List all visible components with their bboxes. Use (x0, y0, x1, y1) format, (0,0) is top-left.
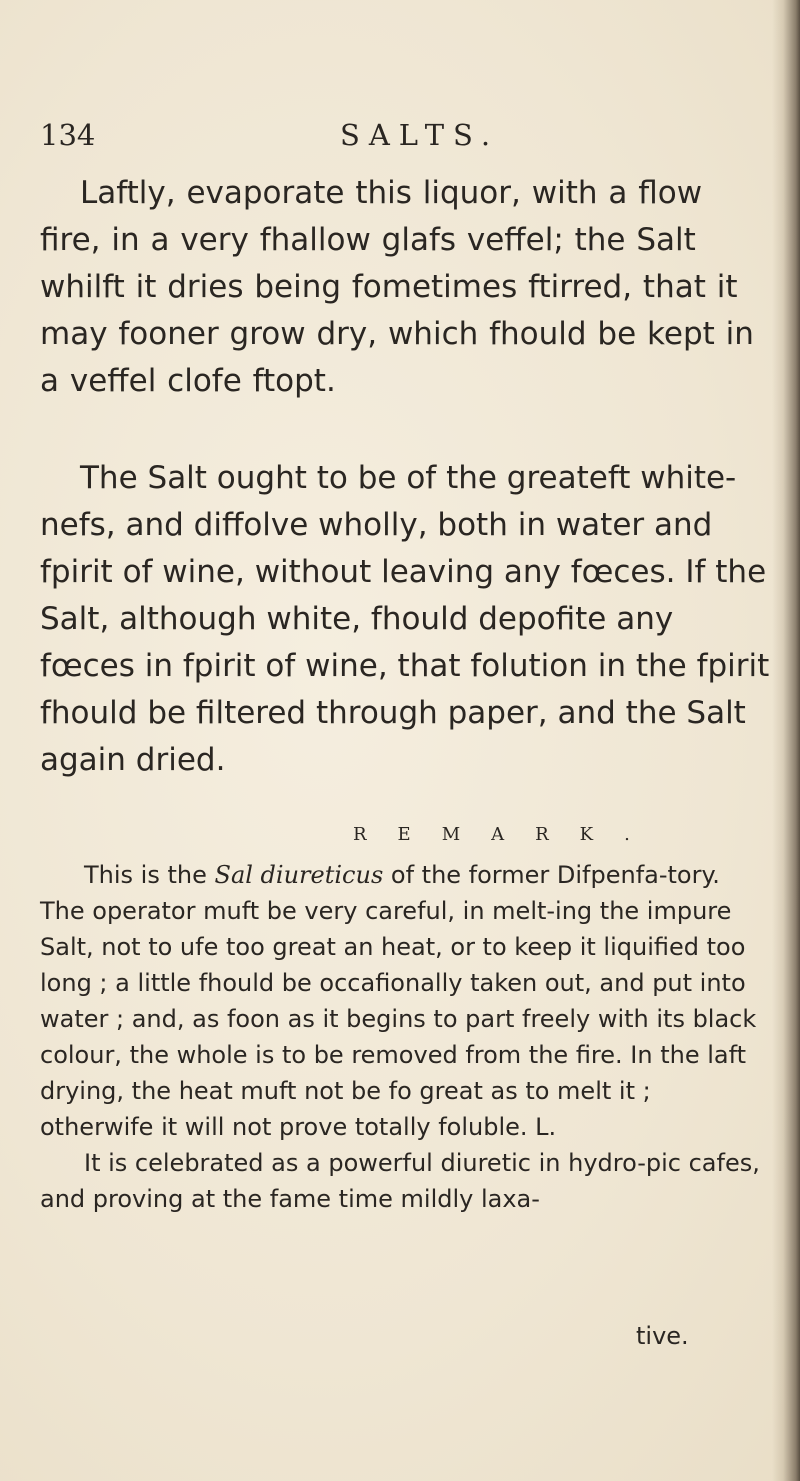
running-head: SALTS. (340, 118, 500, 152)
remark-italic-term: Sal diureticus (214, 861, 384, 889)
paragraph-evaporate: Laftly, evaporate this liquor, with a flow fire, in a very fhallow glafs veffel; the Salt whilft it dries being fometimes ftirred, that it may fooner grow dry, which fhould be kept in a veffel clofe ftopt. (40, 175, 754, 399)
remark-text-start: This is the (84, 861, 215, 889)
page-edge-shadow (772, 0, 800, 1481)
paragraph-salt-quality: The Salt ought to be of the greateft white-nefs, and diffolve wholly, both in water and fpirit of wine, without leaving any fœces. If the Salt, although white, fhould depofite any fœces in fpirit of wine, that folution in the fpirit fhould be filtered through paper, and the Salt again dried. (40, 460, 770, 778)
remark-text-rest: of the former Difpenfa-tory. The operator muft be very careful, in melt-ing the impure Salt, not to ufe too great an heat, or to keep it liquified too long ; a little fhould be occafionally taken out, and put into water ; and, as foon as it begins to part freely with its black colour, the whole is to be removed from the fire. In the laft drying, the heat muft not be fo great as to melt it ; otherwife it will not prove totally foluble. L. (40, 861, 757, 1141)
page-body (40, 170, 800, 1217)
paragraph-diuretic: It is celebrated as a powerful diuretic in hydro-pic cafes, and proving at the fame time mildly laxa- (40, 1149, 760, 1213)
page-header (40, 118, 740, 168)
remark-heading: REMARK. (353, 824, 661, 845)
paragraph-remark (40, 857, 760, 1145)
catchword: tive. (636, 1322, 689, 1350)
page-number: 134 (40, 118, 96, 152)
